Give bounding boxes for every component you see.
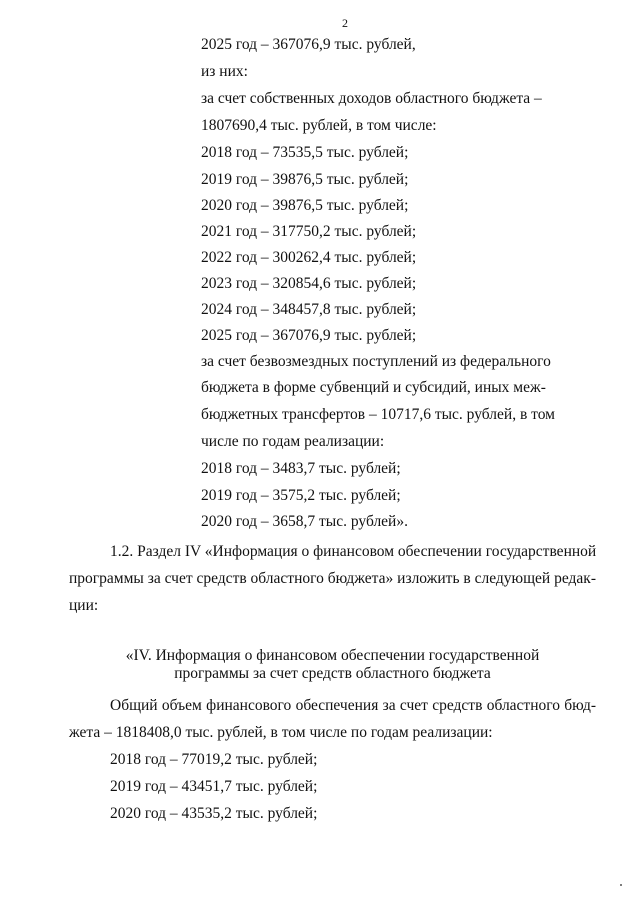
section-body-line bbox=[110, 697, 596, 715]
budget-line: 2025 год – 367076,9 тыс. рублей, bbox=[201, 36, 416, 53]
budget-line: за счет собственных доходов областного бюджета – bbox=[201, 90, 542, 107]
section-year-line: 2018 год – 77019,2 тыс. рублей; bbox=[110, 751, 318, 768]
budget-line: числе по годам реализации: bbox=[201, 433, 385, 450]
budget-line: 2025 год – 367076,9 тыс. рублей; bbox=[201, 327, 417, 344]
budget-line: 2023 год – 320854,6 тыс. рублей; bbox=[201, 275, 417, 292]
scan-speck bbox=[620, 884, 622, 886]
section-heading-line: программы за счет средств областного бюджета bbox=[174, 665, 491, 682]
section-year-line: 2020 год – 43535,2 тыс. рублей; bbox=[110, 805, 318, 822]
budget-line: 2024 год – 348457,8 тыс. рублей; bbox=[201, 301, 417, 318]
budget-line: 2019 год – 3575,2 тыс. рублей; bbox=[201, 487, 401, 504]
section-year-line: 2019 год – 43451,7 тыс. рублей; bbox=[110, 778, 318, 795]
budget-line: 2020 год – 39876,5 тыс. рублей; bbox=[201, 197, 409, 214]
page-number: 2 bbox=[342, 16, 348, 30]
amendment-line bbox=[69, 570, 596, 588]
section-heading-line: «IV. Информация о финансовом обеспечении государственной bbox=[125, 647, 540, 664]
budget-line: бюджета в форме субвенций и субсидий, иных меж- bbox=[201, 379, 546, 396]
budget-line: 2018 год – 3483,7 тыс. рублей; bbox=[201, 460, 401, 477]
section-body-line: жета – 1818408,0 тыс. рублей, в том числе по годам реализации: bbox=[69, 724, 493, 741]
amendment-line-text: программы за счет средств областного бюджета» изложить в следующей редак- bbox=[69, 570, 596, 587]
budget-line: 2020 год – 3658,7 тыс. рублей». bbox=[201, 513, 408, 530]
budget-line: 1807690,4 тыс. рублей, в том числе: bbox=[201, 117, 437, 134]
amendment-line: ции: bbox=[69, 597, 99, 614]
budget-line: бюджетных трансфертов – 10717,6 тыс. рублей, в том bbox=[201, 406, 555, 423]
amendment-line-text: 1.2. Раздел IV «Информация о финансовом обеспечении государственной bbox=[110, 543, 597, 560]
budget-line: 2022 год – 300262,4 тыс. рублей; bbox=[201, 249, 417, 266]
budget-line: за счет безвозмездных поступлений из федерального bbox=[201, 353, 551, 370]
budget-line: 2018 год – 73535,5 тыс. рублей; bbox=[201, 144, 409, 161]
budget-line: 2019 год – 39876,5 тыс. рублей; bbox=[201, 171, 409, 188]
budget-line: из них: bbox=[201, 63, 248, 80]
amendment-line bbox=[110, 543, 596, 561]
budget-line: 2021 год – 317750,2 тыс. рублей; bbox=[201, 223, 417, 240]
section-body-line-text: Общий объем финансового обеспечения за счет средств областного бюд- bbox=[110, 697, 596, 714]
